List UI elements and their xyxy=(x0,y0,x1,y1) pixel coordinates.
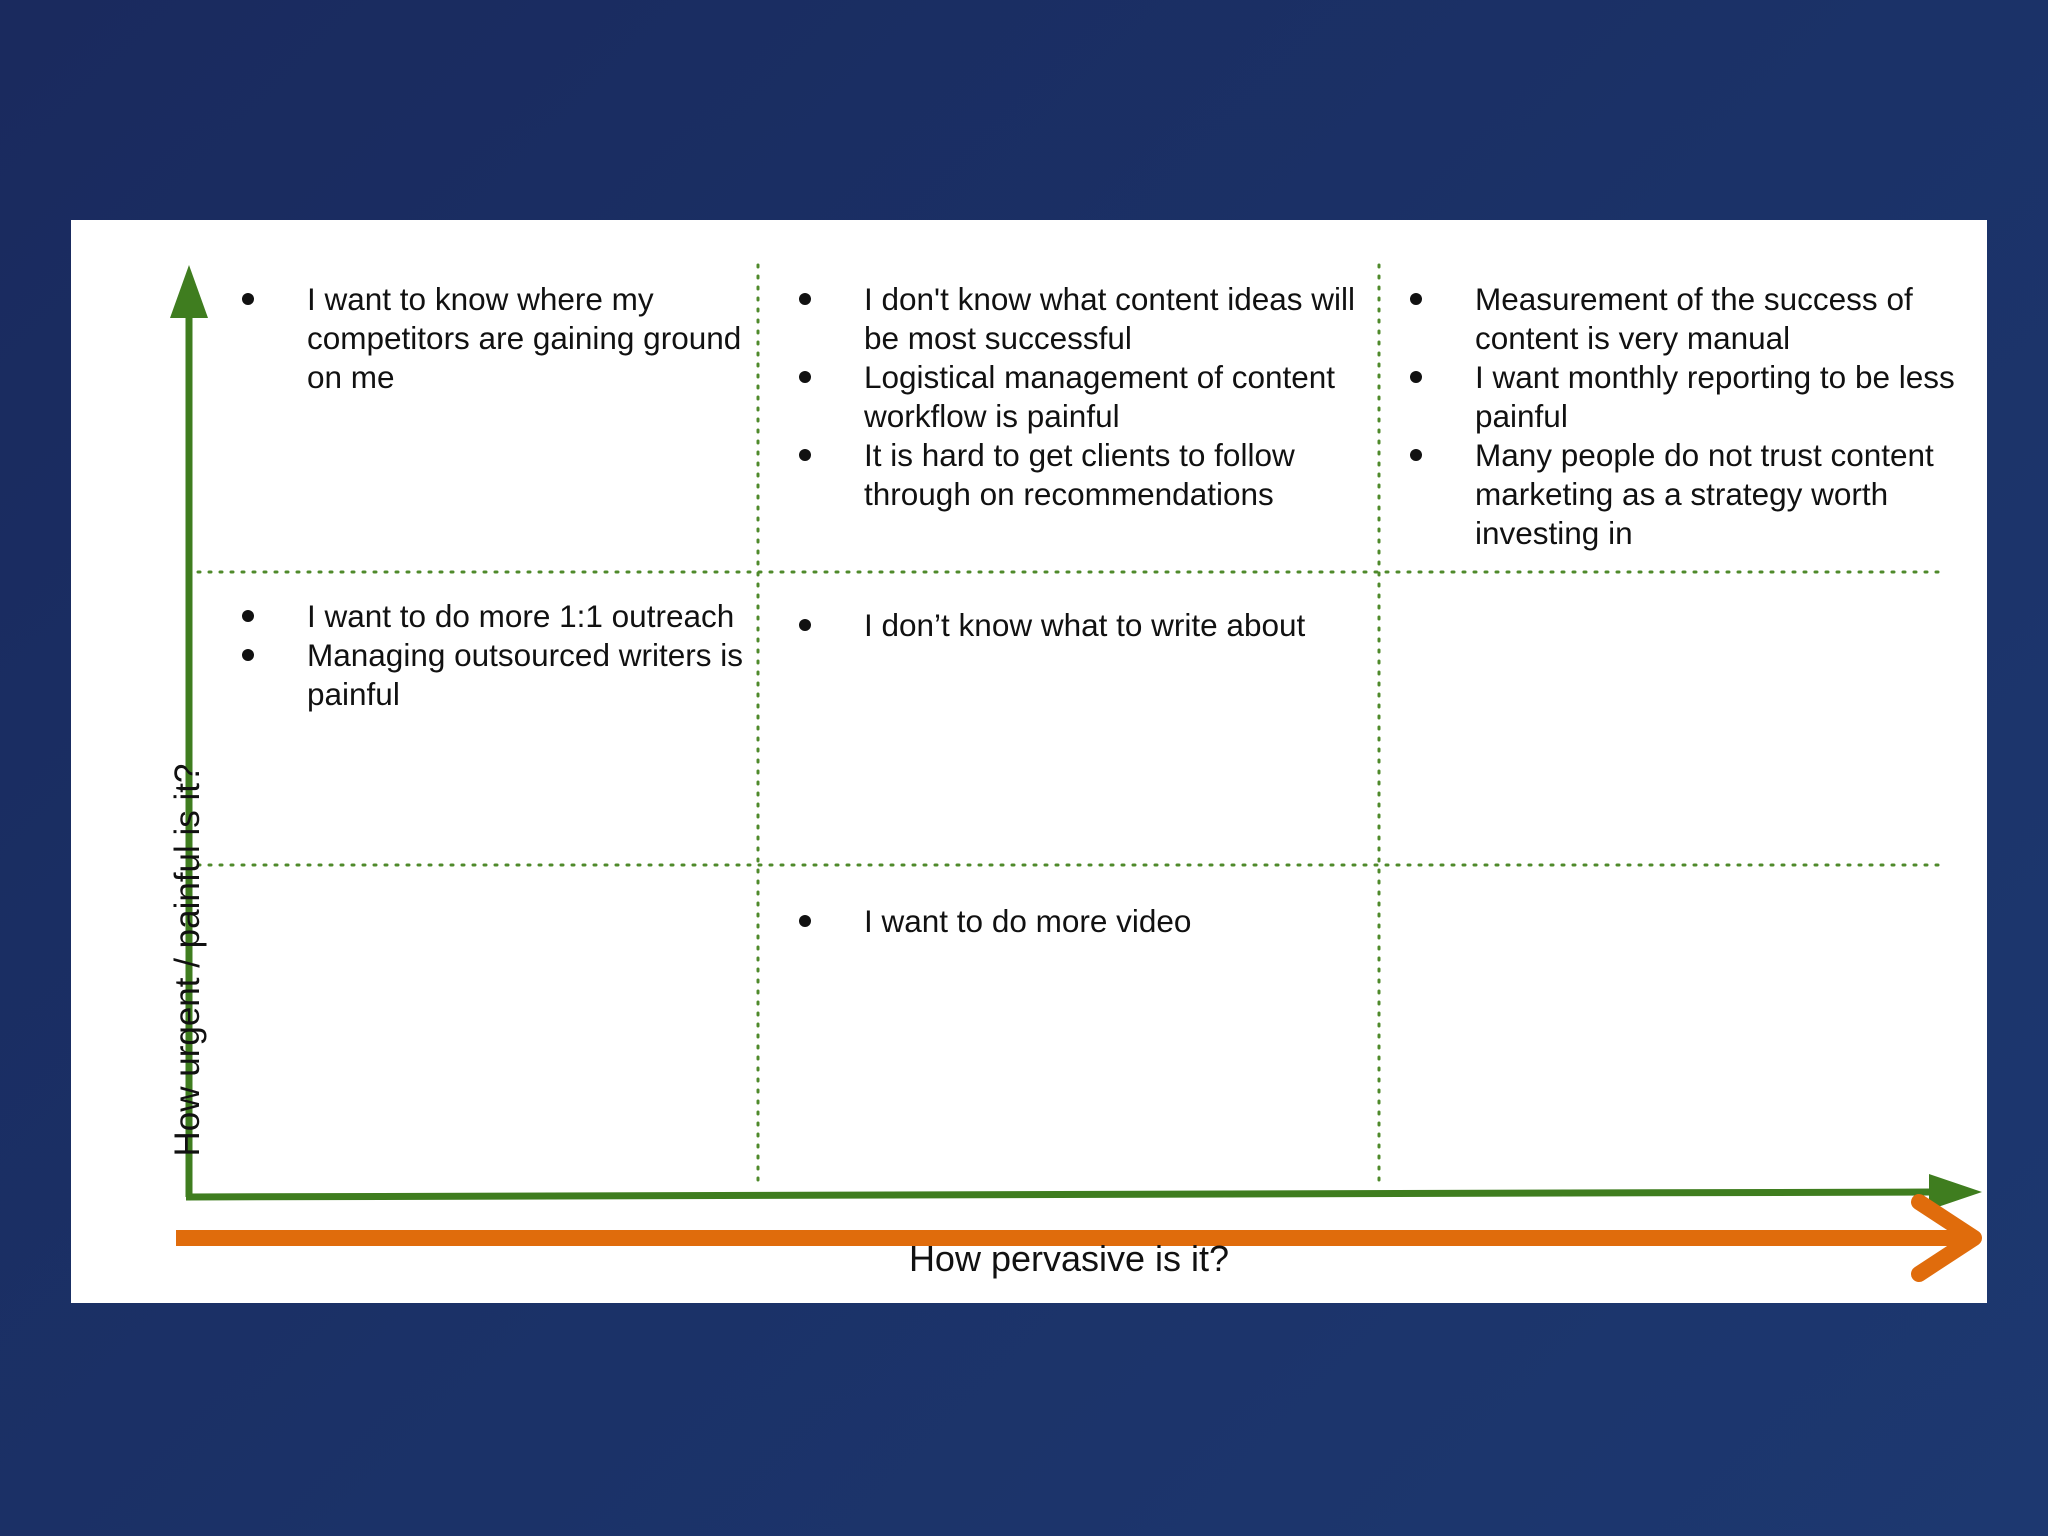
list-item xyxy=(1405,280,1982,358)
x-axis-label: How pervasive is it? xyxy=(908,1238,1230,1279)
urgency-axis-arrowhead xyxy=(170,265,208,318)
bullet-icon xyxy=(242,610,254,622)
cell-top-middle xyxy=(794,280,1374,514)
y-axis-label: How urgent / painful is it? xyxy=(168,763,207,1157)
bullet-icon xyxy=(799,293,811,305)
list-item xyxy=(794,436,1374,514)
list-item xyxy=(237,597,752,636)
list-item-text: It is hard to get clients to follow through on recommendations xyxy=(864,437,1295,512)
cell-middle-middle xyxy=(794,606,1374,645)
bullet-icon xyxy=(1410,293,1422,305)
list-item-text: Many people do not trust content marketing as a strategy worth investing in xyxy=(1475,437,1934,551)
list-item xyxy=(794,902,1374,941)
horizontal-axis xyxy=(186,1174,1982,1210)
bullet-icon xyxy=(799,619,811,631)
bullet-list xyxy=(794,606,1374,645)
list-item xyxy=(237,636,752,714)
cell-top-right xyxy=(1405,280,1982,553)
bullet-icon xyxy=(242,649,254,661)
list-item-text: I don’t know what to write about xyxy=(864,607,1306,643)
list-item-text: Measurement of the success of content is very manual xyxy=(1475,281,1913,356)
matrix-card xyxy=(71,220,1987,1303)
list-item-text: I want monthly reporting to be less painful xyxy=(1475,359,1955,434)
bullet-icon xyxy=(1410,449,1422,461)
list-item-text: I want to know where my competitors are gaining ground on me xyxy=(307,281,742,395)
bullet-list xyxy=(794,902,1374,941)
bullet-list xyxy=(1405,280,1982,553)
list-item xyxy=(1405,436,1982,553)
bullet-icon xyxy=(799,449,811,461)
cell-top-left xyxy=(237,280,752,397)
bullet-icon xyxy=(799,371,811,383)
cell-middle-left xyxy=(237,597,752,714)
list-item xyxy=(1405,358,1982,436)
list-item-text: Managing outsourced writers is painful xyxy=(307,637,743,712)
bullet-icon xyxy=(242,293,254,305)
list-item xyxy=(794,358,1374,436)
cell-bottom-middle xyxy=(794,902,1374,941)
list-item xyxy=(237,280,752,397)
list-item-text: I don't know what content ideas will be most successful xyxy=(864,281,1356,356)
bullet-list xyxy=(794,280,1374,514)
bullet-list xyxy=(237,597,752,714)
bullet-icon xyxy=(1410,371,1422,383)
bullet-icon xyxy=(799,915,811,927)
list-item-text: Logistical management of content workflow is painful xyxy=(864,359,1336,434)
list-item-text: I want to do more video xyxy=(864,903,1192,939)
list-item-text: I want to do more 1:1 outreach xyxy=(307,598,735,634)
bullet-list xyxy=(237,280,752,397)
list-item xyxy=(794,280,1374,358)
list-item xyxy=(794,606,1374,645)
